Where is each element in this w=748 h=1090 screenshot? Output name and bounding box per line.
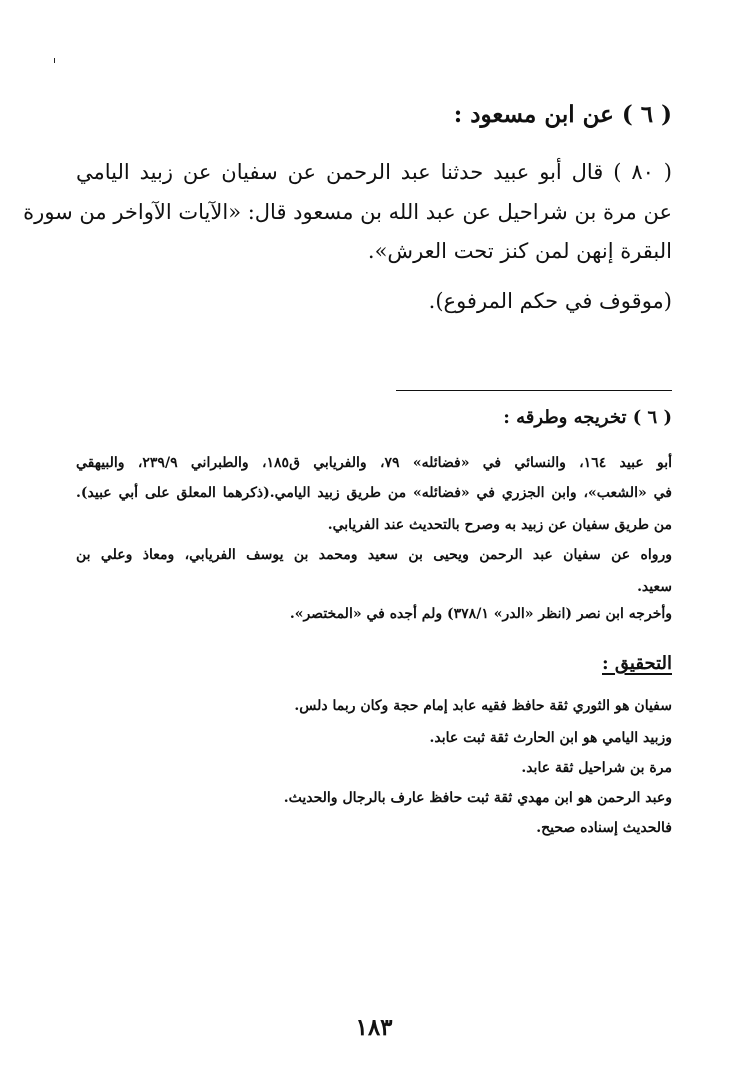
tahqiq-line-2: وزبيد اليامي هو ابن الحارث ثقة ثبت عابد. <box>429 730 672 746</box>
takhrij-line-4: ورواه عن سفيان عبد الرحمن ويحيى بن سعيد ومحمد بن يوسف الفريابي، ومعاذ وعلي بن <box>76 547 672 563</box>
section-heading: ( ٦ ) عن ابن مسعود : <box>453 101 672 128</box>
tahqiq-line-4: وعبد الرحمن هو ابن مهدي ثقة ثبت حافظ عارف بالرجال والحديث. <box>283 790 672 806</box>
tahqiq-line-3: مرة بن شراحيل ثقة عابد. <box>521 760 672 776</box>
footnote-divider <box>396 390 672 391</box>
tahqiq-line-1: سفيان هو الثوري ثقة حافظ فقيه عابد إمام حجة وكان ربما دلس. <box>294 698 672 714</box>
hadith-line-2: عن مرة بن شراحيل عن عبد الله بن مسعود قال: «الآيات الآواخر من سورة <box>23 200 672 224</box>
takhrij-line-3: من طريق سفيان عن زبيد به وصرح بالتحديث عند الفريابي. <box>327 517 672 533</box>
tahqiq-line-5: فالحديث إسناده صحيح. <box>536 820 672 836</box>
ruling-text: (موقوف في حكم المرفوع). <box>428 289 672 313</box>
hadith-line-1: ( ٨٠ ) قال أبو عبيد حدثنا عبد الرحمن عن سفيان عن زبيد اليامي <box>76 160 673 184</box>
takhrij-line-1: أبو عبيد ١٦٤، والنسائي في «فضائله» ٧٩، والفريابي ق١٨٥، والطبراني ٢٣٩/٩، والبيهقي <box>76 455 672 471</box>
takhrij-line-5: سعيد. <box>637 579 672 595</box>
takhrij-line-6: وأخرجه ابن نصر (انظر «الدر» ٣٧٨/١) ولم أجده في «المختصر». <box>289 606 672 622</box>
tahqiq-heading: التحقيق : <box>602 653 672 674</box>
hadith-line-3: البقرة إنهن لمن كنز تحت العرش». <box>367 239 672 263</box>
scan-speck <box>54 58 55 63</box>
page-number: ١٨٣ <box>355 1014 393 1041</box>
takhrij-heading: ( ٦ ) تخريجه وطرقه : <box>503 407 672 428</box>
takhrij-line-2: في «الشعب»، وابن الجزري في «فضائله» من طريق زبيد اليامي.(ذكرهما المعلق على أبي عبيد). <box>76 485 672 501</box>
